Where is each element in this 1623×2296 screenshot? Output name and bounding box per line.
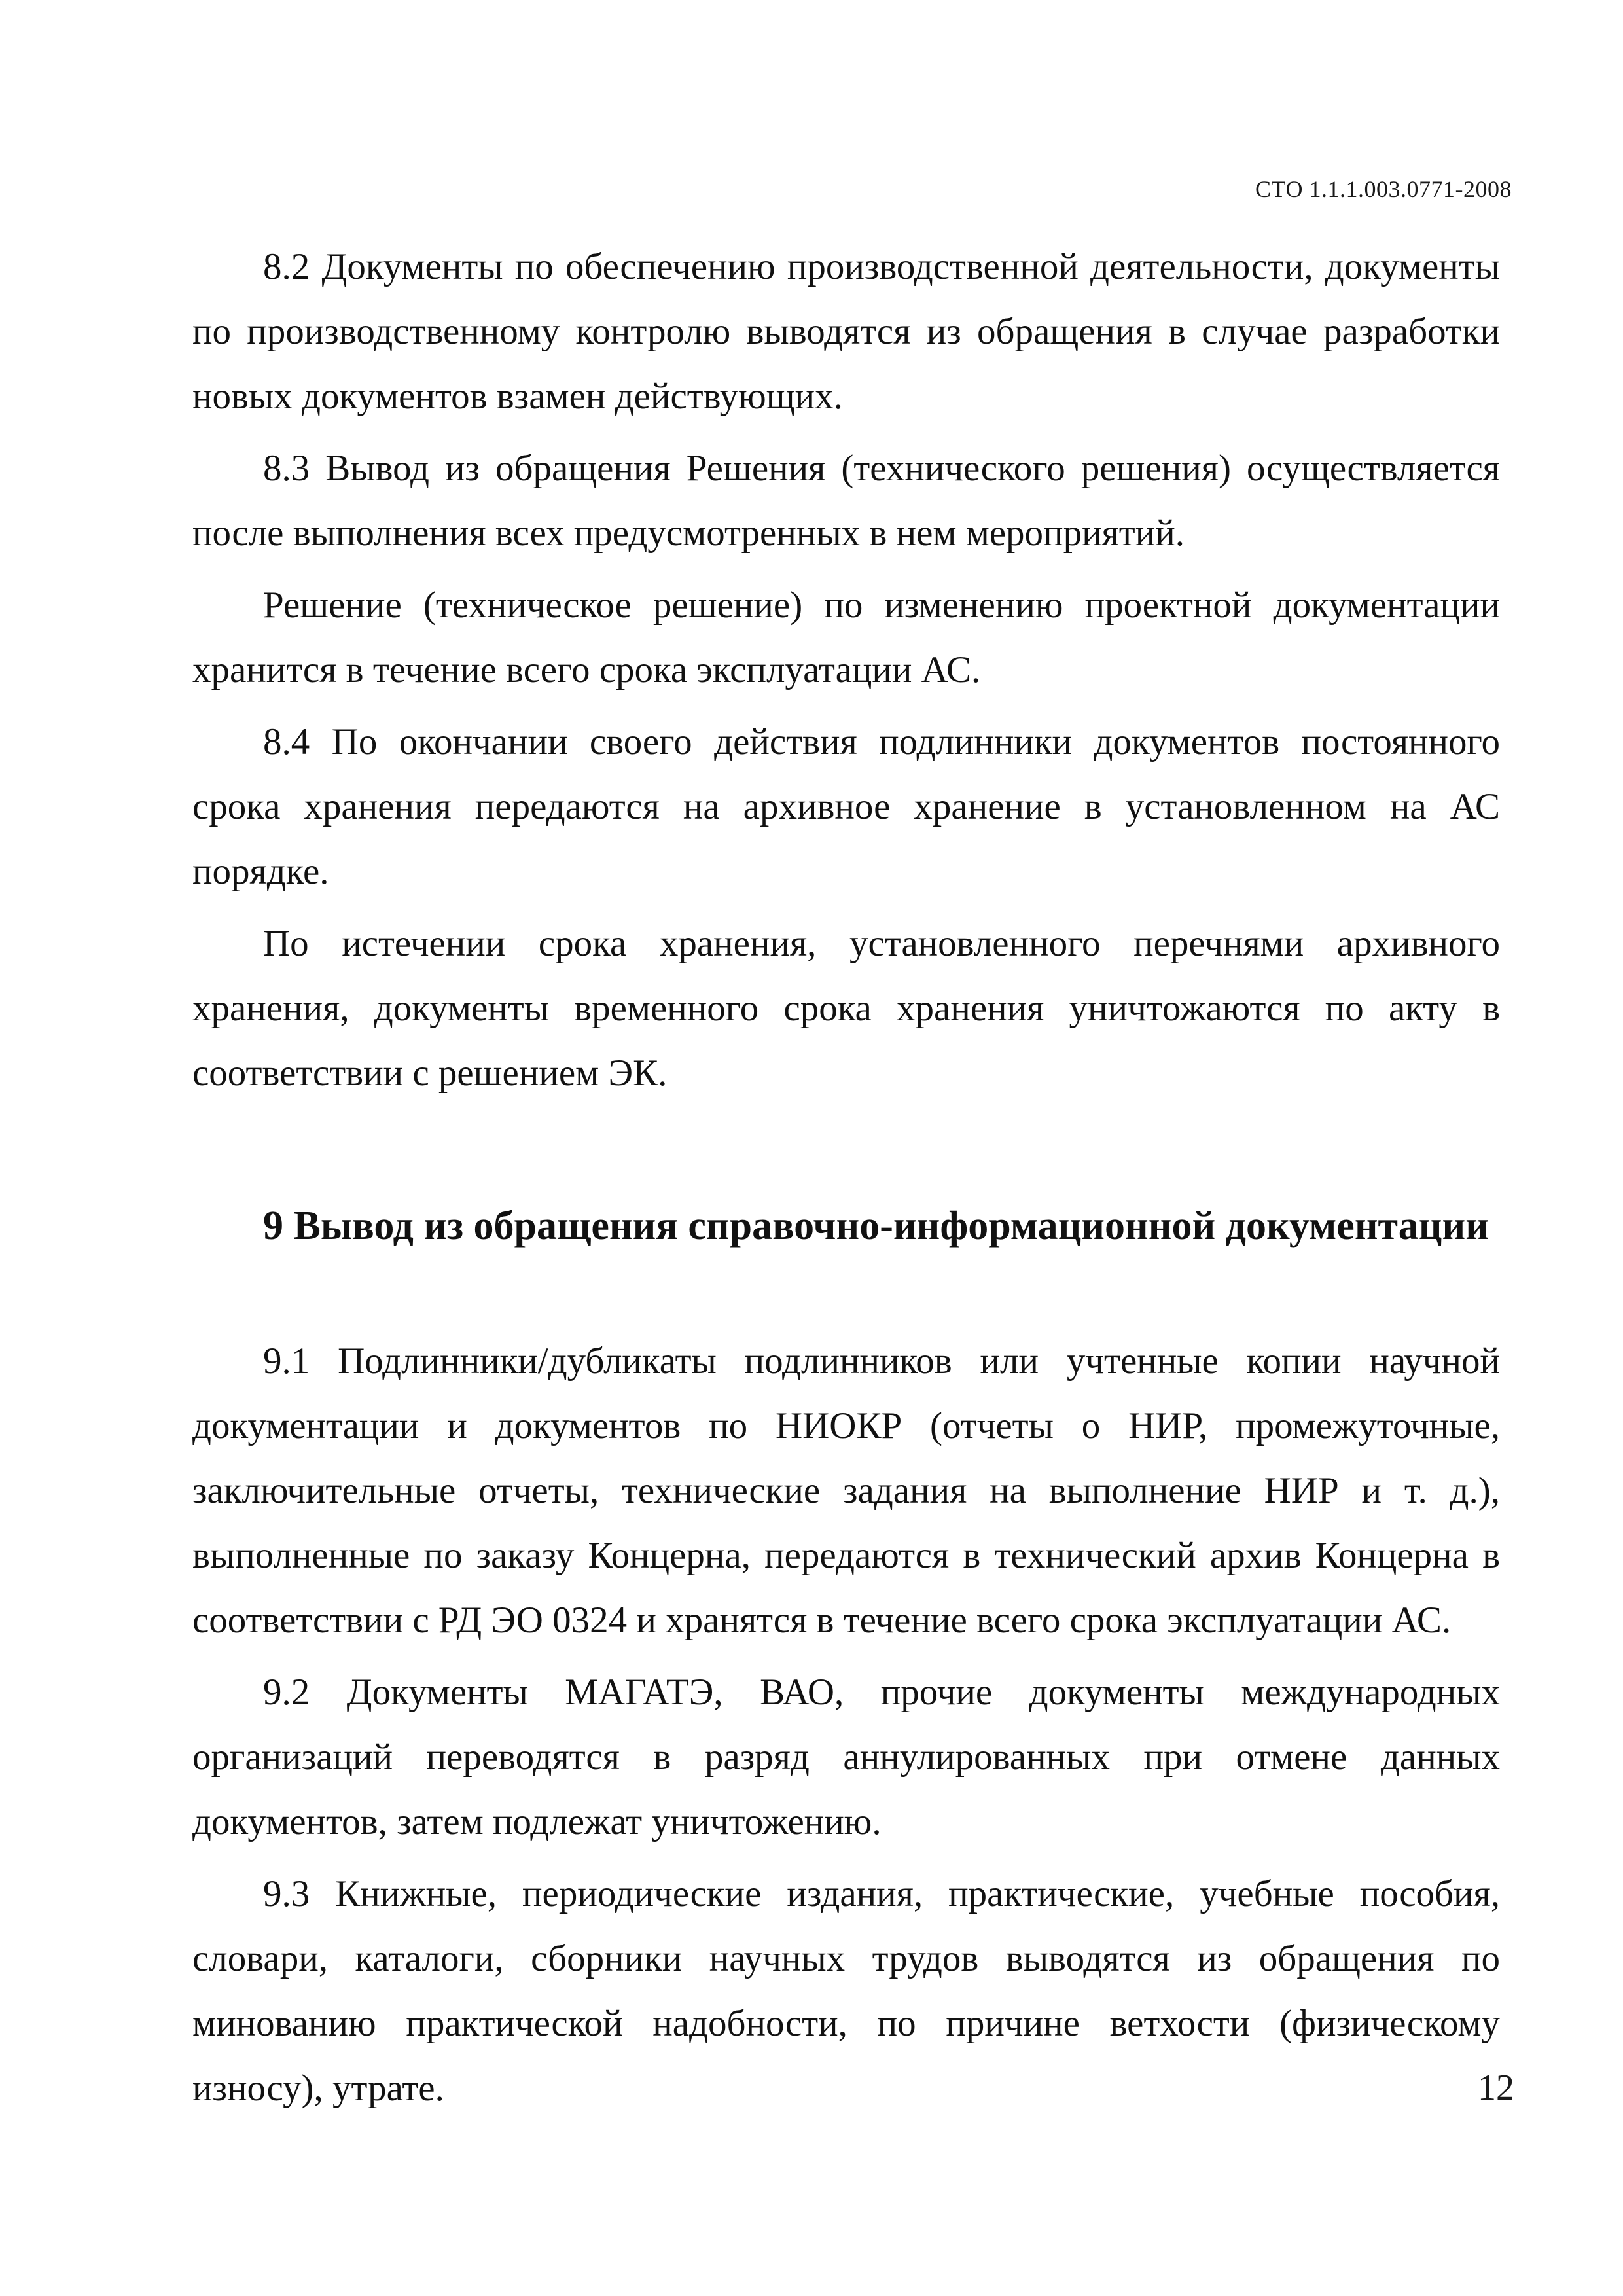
page-number: 12 [1478, 2068, 1514, 2108]
document-code: СТО 1.1.1.003.0771-2008 [1255, 176, 1512, 202]
paragraph-8-2: 8.2 Документы по обеспечению производственной деятельности, документы по производственному контролю выводятся из обращения в случае разработки новых документов взамен действующих. [192, 246, 1500, 417]
page-content [192, 234, 1500, 2121]
paragraph-9-2: 9.2 Документы МАГАТЭ, ВАО, прочие документы международных организаций переводятся в разряд аннулированных при отмене данных документов, затем подлежат уничтожению. [192, 1672, 1500, 1842]
paragraph-8-3: 8.3 Вывод из обращения Решения (технического решения) осуществляется после выполнения всех предусмотренных в нем мероприятий. [192, 448, 1500, 554]
paragraph-9-1: 9.1 Подлинники/дубликаты подлинников или учтенные копии научной документации и документов по НИОКР (отчеты о НИР, промежуточные, заключительные отчеты, технические задания на выполнение НИР и т. д.), выполненные по заказу Концерна, передаются в технический архив Концерна в соответствии с РД ЭО 0324 и хранятся в течение всего срока эксплуатации АС. [192, 1340, 1500, 1641]
section-9-heading: 9 Вывод из обращения справочно-информационной документации [263, 1204, 1489, 1248]
paragraph-8-3-continued: Решение (техническое решение) по изменению проектной документации хранится в течение всего срока эксплуатации АС. [192, 584, 1500, 691]
paragraph-8-4-continued: По истечении срока хранения, установленного перечнями архивного хранения, документы временного срока хранения уничтожаются по акту в соответствии с решением ЭК. [192, 923, 1500, 1094]
paragraph-8-4: 8.4 По окончании своего действия подлинники документов постоянного срока хранения передаются на архивное хранение в установленном на АС порядке. [192, 721, 1500, 892]
paragraph-9-3: 9.3 Книжные, периодические издания, практические, учебные пособия, словари, каталоги, сборники научных трудов выводятся из обращения по минованию практической надобности, по причине ветхости (физическому износу), утрате. [192, 1873, 1500, 2109]
